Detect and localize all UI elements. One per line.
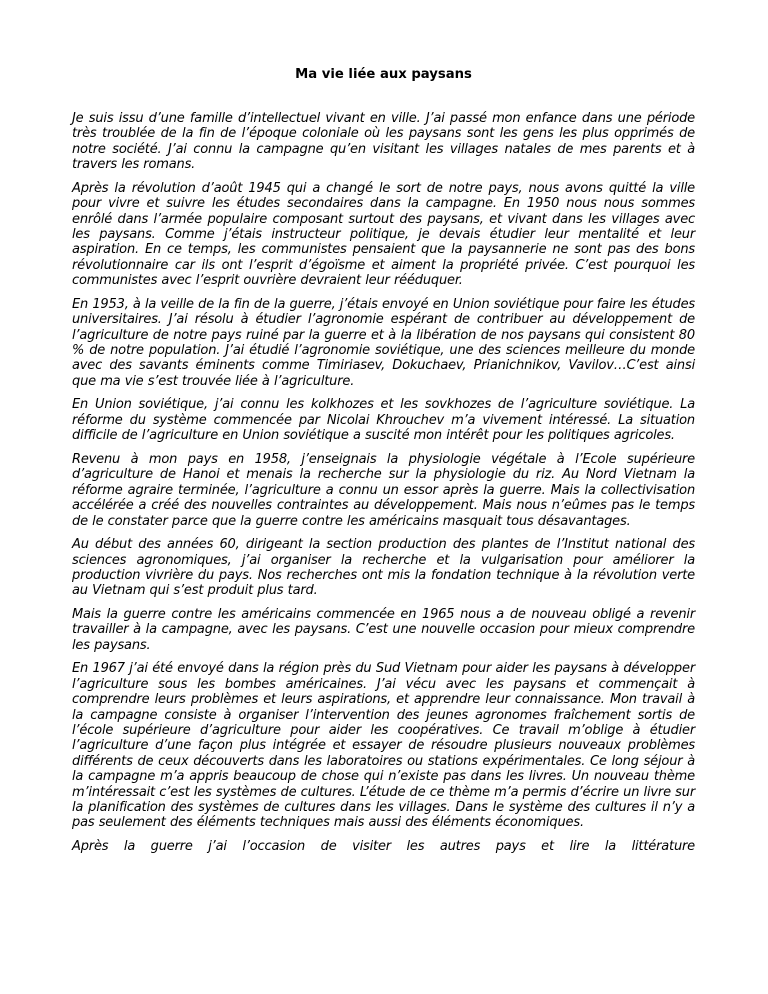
paragraph-9: Après la guerre j’ai l’occasion de visiter les autres pays et lire la littérature [72, 838, 695, 854]
paragraph-8: En 1967 j’ai été envoyé dans la région près du Sud Vietnam pour aider les paysans à développer l’agriculture sous les bombes américaines. J’ai vécu avec les paysans et commençait à comprendre leurs problèmes et leurs aspirations, et apprendre leur connaissance. Mon travail à la campagne consiste à organiser l’intervention des jeunes agronomes fraîchement sortis de l’école supérieure d’agriculture pour aider les coopératives. Ce travail m’oblige à étudier l’agriculture d’une façon plus intégrée et essayer de résoudre plusieurs nouveaux problèmes différents de ceux découverts dans les laboratoires ou stations expérimentales. Ce long séjour à la campagne m’a appris beaucoup de chose qui n’existe pas dans les livres. Un nouveau thème m’intéressait c’est les systèmes de cultures. L’étude de ce thème m’a permis d’écrire un livre sur la planification des systèmes de cultures dans les villages. Dans le système des cultures il n’y a pas seulement des éléments techniques mais aussi des éléments économiques. [72, 661, 695, 831]
paragraph-4: En Union soviétique, j’ai connu les kolkhozes et les sovkhozes de l’agriculture soviétique. La réforme du système commencée par Nicolai Khrouchev m’a vivement intéressé. La situation difficile de l’agriculture en Union soviétique a suscité mon intérêt pour les politiques agricoles. [72, 397, 695, 444]
paragraph-3: En 1953, à la veille de la fin de la guerre, j’étais envoyé en Union soviétique pour faire les études universitaires. J’ai résolu à étudier l’agronomie espérant de contribuer au développement de l’agriculture de notre pays ruiné par la guerre et à la libération de nos paysans qui consistent 80 % de notre population. J’ai étudié l’agronomie soviétique, une des sciences meilleure du monde avec des savants éminents comme Timiriasev, Dokuchaev, Prianichnikov, Vavilov…C’est ainsi que ma vie s’est trouvée liée à l’agriculture. [72, 296, 695, 389]
paragraph-7: Mais la guerre contre les américains commencée en 1965 nous a de nouveau obligé a revenir travailler à la campagne, avec les paysans. C’est une nouvelle occasion pour mieux comprendre les paysans. [72, 606, 695, 653]
document-page [72, 66, 695, 854]
paragraph-6: Au début des années 60, dirigeant la section production des plantes de l’Institut national des sciences agronomiques, j’ai organiser la recherche et la vulgarisation pour améliorer la production vivrière du pays. Nos recherches ont mis la fondation technique à la révolution verte au Vietnam qui s’est produit plus tard. [72, 537, 695, 599]
paragraph-5: Revenu à mon pays en 1958, j’enseignais la physiologie végétale à l’Ecole supérieure d’agriculture de Hanoi et menais la recherche sur la physiologie du riz. Au Nord Vietnam la réforme agraire terminée, l’agriculture a connu un essor après la guerre. Mais la collectivisation accélérée a créé des nouvelles contraintes au développement. Mais nous n’eûmes pas le temps de le constater parce que la guerre contre les américains masquait tous désavantages. [72, 451, 695, 529]
paragraph-1: Je suis issu d’une famille d’intellectuel vivant en ville. J’ai passé mon enfance dans une période très troublée de la fin de l’époque coloniale où les paysans sont les gens les plus opprimés de notre société. J’ai connu la campagne qu’en visitant les villages natales de mes parents et à travers les romans. [72, 111, 695, 173]
document-title: Ma vie liée aux paysans [295, 67, 472, 82]
paragraph-2: Après la révolution d’août 1945 qui a changé le sort de notre pays, nous avons quitté la ville pour vivre et suivre les études secondaires dans la campagne. En 1950 nous nous sommes enrôlé dans l’armée populaire composant surtout des paysans, et vivant dans les villages avec les paysans. Comme j’étais instructeur politique, je devais étudier leur mentalité et leur aspiration. En ce temps, les communistes pensaient que la paysannerie ne sont pas des bons révolutionnaire car ils ont l’esprit d’égoïsme et aiment la propriété privée. C’est pourquoi les communistes avec l’esprit ouvrière devraient leur rééduquer. [72, 180, 695, 289]
